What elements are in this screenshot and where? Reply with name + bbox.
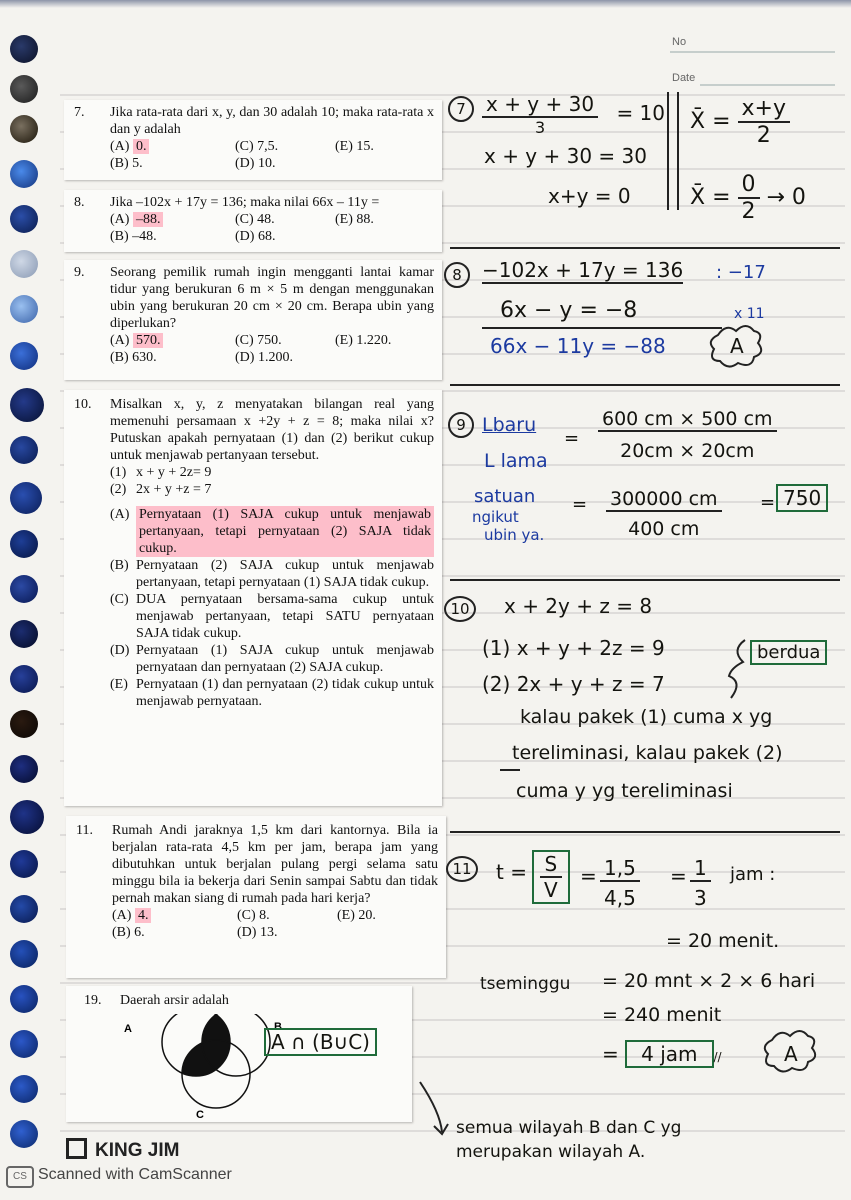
note-q7-number: 7 xyxy=(448,96,474,122)
note-q9-equals-2: = xyxy=(572,494,588,515)
logo-square-icon xyxy=(66,1138,87,1159)
note-q7-mean-formula: X̄ = $\frac{x+y}{2}$ xyxy=(690,96,790,148)
option-c: (C) 7,5. xyxy=(235,139,279,154)
binding-hole xyxy=(10,75,38,103)
note-q7-fraction: $\frac{x + y + 30}{3}$ = 10 xyxy=(482,92,665,137)
option-d: (D) 13. xyxy=(237,925,278,940)
camscanner-watermark: CS Scanned with CamScanner xyxy=(6,1166,232,1188)
note-q8-line2: 6x − y = −8 xyxy=(500,298,638,323)
note-q11-t: t = xyxy=(496,860,527,884)
note-q11-equals-2: = xyxy=(670,864,687,888)
question-clip-9 xyxy=(64,260,442,380)
question-number: 19. xyxy=(84,993,102,1008)
question-text: Rumah Andi jaraknya 1,5 km dari kantornya. Bila ia berjalan rata-rata 4,5 km per jam, berapa jam yang dibutuhkan untuk berjalan pulang pergi selama satu minggu bila ia bekerja dari Senin sampai Sabtu dan tidak pernah makan siang di rumah pada hari kerja? xyxy=(112,823,438,906)
option-d: (D) 68. xyxy=(235,229,276,244)
note-q9-fraction-2: $\frac{300000 cm}{400 cm}$ xyxy=(606,488,722,540)
set-label-a: A xyxy=(124,1023,132,1035)
note-q9-llama: L lama xyxy=(484,450,548,472)
binding-hole xyxy=(10,250,38,278)
note-q11-result: = 4 jam // xyxy=(602,1042,722,1066)
note-q11-tseminggu: tseminggu xyxy=(480,974,571,994)
camscanner-icon: CS xyxy=(6,1166,34,1188)
option-c: (C) DUA pernyataan bersama-sama cukup untuk menjawab pertanyaan, tetapi SATU pernyataan SAJA tidak cukup. xyxy=(110,592,434,641)
note-q11-menit: = 20 menit. xyxy=(666,930,780,952)
binding-hole xyxy=(10,1030,38,1058)
note-q11-frac-1: $\frac{1,5}{4,5}$ xyxy=(600,856,640,910)
option-d: (D) 10. xyxy=(235,156,276,171)
binding-hole xyxy=(10,530,38,558)
binding-hole xyxy=(10,800,44,834)
binding-hole xyxy=(10,895,38,923)
option-e: (E) 88. xyxy=(335,212,374,227)
option-b: (B) 6. xyxy=(112,925,145,940)
binding-hole xyxy=(10,205,38,233)
option-a: (A) 570. xyxy=(110,332,235,349)
highlighted-answer: 0. xyxy=(133,139,150,154)
binding-hole xyxy=(10,482,42,514)
binding-hole xyxy=(10,436,38,464)
question-number: 10. xyxy=(74,397,92,412)
note-q10-statement-1: (1) x + y + 2z = 9 xyxy=(482,636,665,660)
option-c: (C) 48. xyxy=(235,212,275,227)
note-q11-calc: = 20 mnt × 2 × 6 hari xyxy=(602,970,816,992)
option-a: (A) –88. xyxy=(110,211,235,228)
note-q10-text-1: kalau pakek (1) cuma x yg xyxy=(520,706,773,728)
binding-hole xyxy=(10,342,38,370)
binding-hole xyxy=(10,755,38,783)
note-q8-line1: −102x + 17y = 136 xyxy=(482,258,684,282)
binding-hole xyxy=(10,1075,38,1103)
highlighted-answer: 4. xyxy=(135,908,152,923)
note-q8-line3: 66x − 11y = −88 xyxy=(490,334,666,358)
binding-hole xyxy=(10,620,38,648)
option-e: (E) 1.220. xyxy=(335,333,392,348)
binding-hole xyxy=(10,160,38,188)
note-q10-statement-2: (2) 2x + y + z = 7 xyxy=(482,672,665,696)
note-q9-ubin: ubin ya. xyxy=(484,526,545,544)
note-q9-number: 9 xyxy=(448,412,474,438)
note-q9-lbaru: Lbaru xyxy=(482,414,537,436)
statement-1: (1) x + y + 2z= 9 xyxy=(110,465,212,480)
option-b: (B) Pernyataan (2) SAJA cukup untuk menjawab pertanyaan, tetapi pernyataan (1) SAJA tidak cukup. xyxy=(110,558,434,590)
binding-hole xyxy=(10,115,38,143)
question-number: 8. xyxy=(74,195,85,210)
binding-hole xyxy=(10,1120,38,1148)
note-q9-fraction-1: $\frac{600 cm \times 500 cm}{20cm \times 20cm}$ xyxy=(598,408,777,462)
option-c: (C) 750. xyxy=(235,333,282,348)
question-clip-8 xyxy=(64,190,442,252)
binding-hole xyxy=(10,35,38,63)
question-number: 7. xyxy=(74,105,85,120)
question-clip-7 xyxy=(64,100,442,180)
note-q10-berdua: berdua xyxy=(750,642,827,663)
note-q8-divide: : −17 xyxy=(716,262,766,283)
options xyxy=(110,332,434,366)
note-q19-answer: A ∩ (B∪C) xyxy=(264,1030,377,1054)
option-c: (C) 8. xyxy=(237,908,270,923)
options xyxy=(110,211,434,245)
note-q11-equals-1: = xyxy=(580,864,597,888)
option-b: (B) –48. xyxy=(110,229,157,244)
option-d: (D) Pernyataan (1) SAJA cukup untuk menjawab pernyataan dan pernyataan (2) SAJA cukup. xyxy=(110,643,434,675)
note-q11-unit: jam : xyxy=(730,864,776,885)
highlighted-answer: Pernyataan (1) SAJA cukup untuk menjawab pertanyaan, tetapi pernyataan (2) SAJA tidak cukup. xyxy=(136,506,434,557)
note-q10-text-3: cuma y yg tereliminasi xyxy=(516,780,733,802)
question-number: 9. xyxy=(74,265,85,280)
option-d: (D) 1.200. xyxy=(235,350,293,365)
question-text: Misalkan x, y, z menyatakan bilangan real yang memenuhi persamaan x +2y + z = 8; maka nilai x? Putuskan apakah pernyataan (1) dan (2) berikut cukup untuk menjawab pertanyaan tersebut. xyxy=(110,397,434,463)
note-q9-equals-3: = xyxy=(760,492,776,513)
options xyxy=(112,907,438,941)
note-q11-frac-2: $\frac{1}{3}$ xyxy=(690,856,711,910)
note-q9-equals-1: = xyxy=(564,428,580,449)
option-a: (A) Pernyataan (1) SAJA cukup untuk menjawab pertanyaan, tetapi pernyataan (2) SAJA tidak cukup. xyxy=(110,506,434,557)
note-q11-total-minutes: = 240 menit xyxy=(602,1004,722,1026)
no-label: No xyxy=(672,36,687,48)
question-text: Jika rata-rata dari x, y, dan 30 adalah 10; maka rata-rata x dan y adalah xyxy=(110,105,434,137)
note-q7-line3: x+y = 0 xyxy=(548,184,631,208)
note-q9-result: 750 xyxy=(776,486,828,510)
highlighted-answer: –88. xyxy=(133,212,164,227)
note-q19-explanation-2: merupakan wilayah A. xyxy=(456,1142,646,1162)
note-q10-line1: x + 2y + z = 8 xyxy=(504,594,653,618)
binding-hole xyxy=(10,388,44,422)
note-q8-number: 8 xyxy=(444,262,470,288)
option-e: (E) 15. xyxy=(335,139,374,154)
statement-2: (2) 2x + y +z = 7 xyxy=(110,482,212,497)
binding-hole xyxy=(10,985,38,1013)
highlighted-answer: 570. xyxy=(133,333,164,348)
option-b: (B) 5. xyxy=(110,156,143,171)
question-clip-11 xyxy=(66,816,446,978)
note-q9-ngikut: ngikut xyxy=(472,508,519,526)
note-q11-number: 11 xyxy=(446,856,478,882)
set-label-b: B xyxy=(274,1021,282,1033)
binding-hole xyxy=(10,575,38,603)
date-label: Date xyxy=(672,72,696,84)
note-q8-answer: A xyxy=(730,334,744,358)
note-q11-s-over-v: $\frac{S}{V}$ xyxy=(532,850,570,904)
note-q8-underline xyxy=(482,327,722,329)
note-q7-mean-result: X̄ = $\frac{0}{2}$ → 0 xyxy=(690,172,806,224)
note-q11-answer: A xyxy=(784,1042,798,1066)
question-text: Jika –102x + 17y = 136; maka nilai 66x – 11y = xyxy=(110,195,380,210)
binding-hole xyxy=(10,665,38,693)
option-e: (E) 20. xyxy=(337,908,376,923)
option-e: (E) Pernyataan (1) dan pernyataan (2) tidak cukup untuk menjawab pernyataan. xyxy=(110,677,434,709)
option-a: (A) 4. xyxy=(112,907,237,924)
set-label-c: C xyxy=(196,1109,204,1120)
binding-hole xyxy=(10,940,38,968)
question-text: Daerah arsir adalah xyxy=(120,993,229,1008)
note-q10-text-2: tereliminasi, kalau pakek (2) xyxy=(512,742,783,764)
question-text: Seorang pemilik rumah ingin mengganti lantai kamar tidur yang berukuran 6 m × 5 m dengan menggunakan ubin yang berukuran 20 cm × 20 cm. Berapa ubin yang diperlukan? xyxy=(110,265,434,331)
option-a: (A) 0. xyxy=(110,138,235,155)
question-number: 11. xyxy=(76,823,93,838)
note-q9-satuan: satuan xyxy=(474,486,536,507)
note-q7-line2: x + y + 30 = 30 xyxy=(484,144,647,168)
note-q10-number: 10 xyxy=(444,596,476,622)
binding-hole xyxy=(10,850,38,878)
binding-hole xyxy=(10,710,38,738)
binding-holes xyxy=(10,20,50,1180)
note-q19-explanation-1: semua wilayah B dan C yg xyxy=(456,1118,682,1138)
question-clip-10 xyxy=(64,390,442,806)
note-q8-multiply: x 11 xyxy=(734,306,765,322)
option-b: (B) 630. xyxy=(110,350,157,365)
options xyxy=(110,138,434,172)
binding-hole xyxy=(10,295,38,323)
king-jim-logo: KING JIM xyxy=(66,1138,179,1162)
